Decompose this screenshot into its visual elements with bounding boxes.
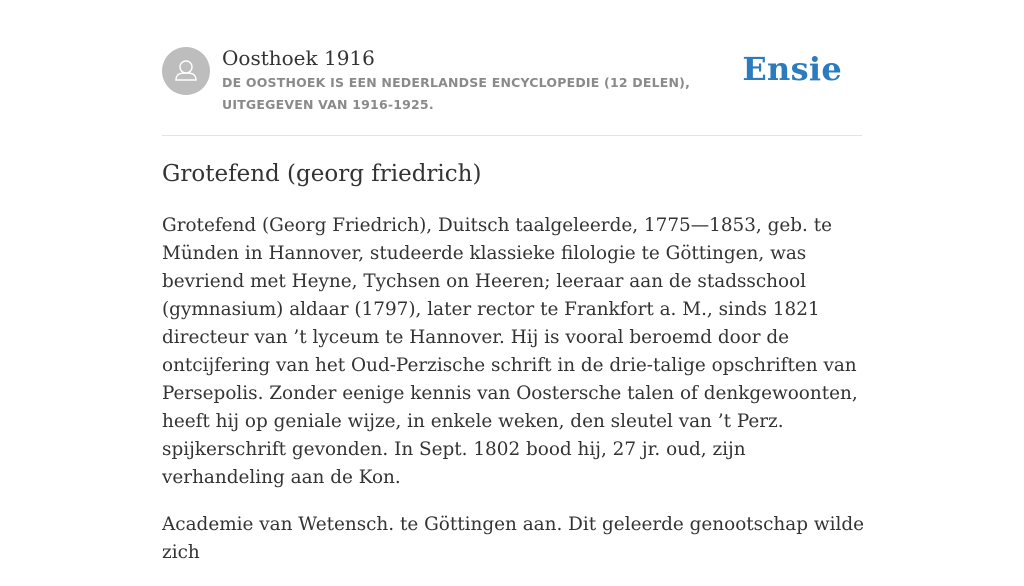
article-paragraph: Academie van Wetensch. te Göttingen aan. Dit geleerde genootschap wilde zich bbox=[162, 514, 864, 563]
article-paragraph: Grotefend (Georg Friedrich), Duitsch taalgeleerde, 1775—1853, geb. te Münden in Hannover, studeerde klassieke filologie te Göttingen, was bevriend met Heyne, Tychsen on Heeren; leeraar aan de stadsschool (gymnasium) aldaar (1797), later rector te Frankfort a. M., sinds 1821 directeur van ’t lyceum te Hannover. Hij is vooral beroemd door de ontcijfering van het Oud-Perzische schrift in de drie-talige opschriften van Persepolis. Zonder eenige kennis van Oostersche talen of denkgewoonten, heeft hij op geniale wijze, in enkele weken, den sleutel van ’t Perz. spijkerschrift gevonden. In Sept. 1802 bood hij, 27 jr. oud, zijn verhandeling aan de Kon. bbox=[162, 215, 858, 488]
ensie-logo[interactable]: Ensie bbox=[742, 50, 842, 88]
header-divider bbox=[162, 135, 862, 136]
avatar-user-icon bbox=[162, 47, 210, 95]
article-title: Grotefend (georg friedrich) bbox=[162, 161, 482, 187]
source-description: DE OOSTHOEK IS EEN NEDERLANDSE ENCYCLOPEDIE (12 DELEN), UITGEGEVEN VAN 1916-1925. bbox=[222, 75, 691, 112]
user-icon[interactable] bbox=[162, 47, 210, 95]
source-info bbox=[222, 44, 762, 116]
source-title[interactable]: Oosthoek 1916 bbox=[222, 46, 375, 70]
source-header bbox=[162, 44, 862, 114]
article-body bbox=[162, 212, 867, 586]
